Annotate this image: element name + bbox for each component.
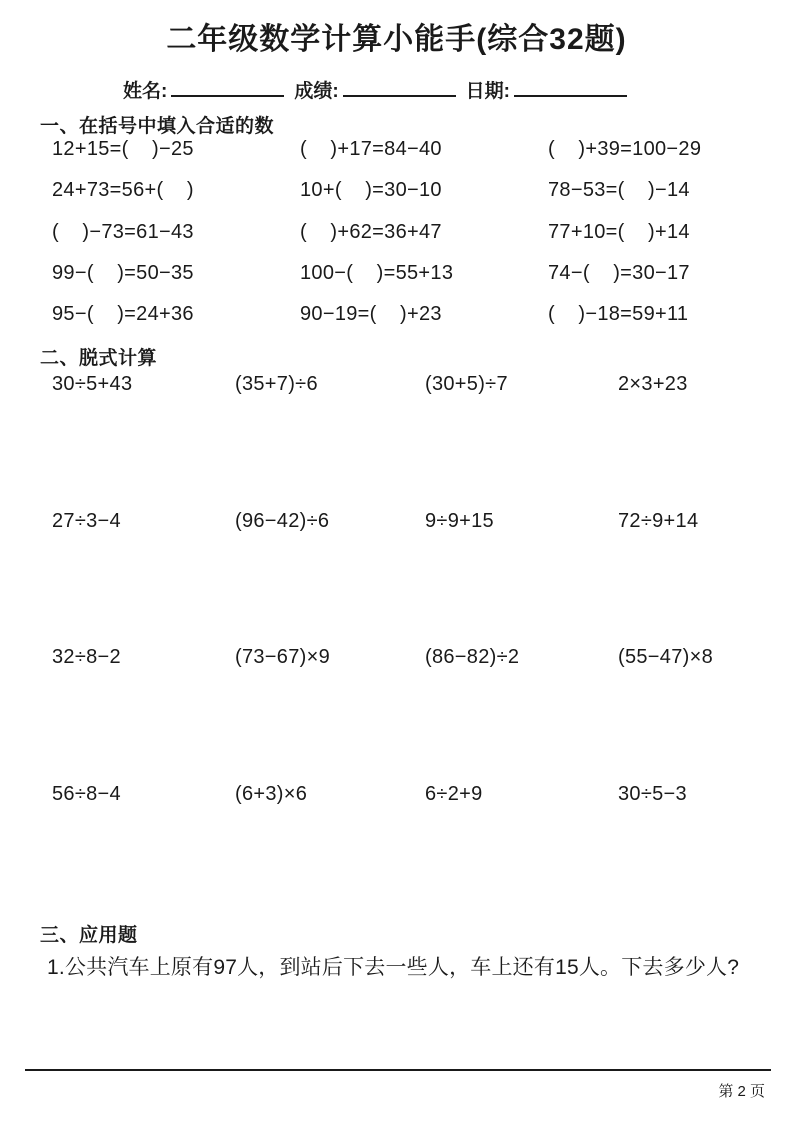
- name-label: 姓名:: [123, 81, 168, 102]
- date-blank: [514, 81, 627, 97]
- footer-divider: [25, 1069, 771, 1071]
- score-label: 成绩:: [294, 81, 339, 102]
- equation: (96−42)÷6: [235, 509, 330, 532]
- equation: (86−82)÷2: [425, 646, 520, 669]
- section-2-equations: [52, 373, 772, 920]
- header-fields: [123, 76, 637, 103]
- equation: 72÷9+14: [618, 509, 699, 532]
- equation: 56÷8−4: [52, 783, 121, 806]
- equation: 77+10=( )+14: [548, 220, 690, 243]
- equation: 100−( )=55+13: [300, 261, 454, 284]
- equation: 30÷5−3: [618, 783, 687, 806]
- equation: ( )+39=100−29: [548, 138, 702, 160]
- score-blank: [343, 81, 456, 97]
- section-1-equations: [52, 138, 772, 344]
- equation: (6+3)×6: [235, 783, 308, 806]
- equation: 30÷5+43: [52, 373, 133, 395]
- equation: (35+7)÷6: [235, 373, 318, 395]
- section-2-heading: 二、脱式计算: [40, 348, 158, 369]
- equation: 27÷3−4: [52, 509, 121, 532]
- page-title: 二年级数学计算小能手(综合32题): [166, 23, 627, 56]
- equation: 90−19=( )+23: [300, 303, 442, 326]
- page-number: 第 2 页: [718, 1083, 765, 1100]
- equation: (55−47)×8: [618, 646, 713, 669]
- date-label: 日期:: [465, 81, 510, 102]
- equation: 6÷2+9: [425, 783, 483, 806]
- equation: ( )+62=36+47: [300, 220, 442, 243]
- equation: 78−53=( )−14: [548, 179, 690, 202]
- section-1-heading: 一、在括号中填入合适的数: [40, 116, 275, 137]
- equation: ( )−73=61−43: [52, 220, 194, 243]
- equation: 24+73=56+( ): [52, 179, 194, 202]
- name-blank: [171, 81, 284, 97]
- equation: 10+( )=30−10: [300, 179, 442, 202]
- equation: 2×3+23: [618, 373, 688, 395]
- section-3-heading: 三、应用题: [40, 925, 138, 946]
- equation: 95−( )=24+36: [52, 303, 194, 326]
- equation: 99−( )=50−35: [52, 261, 194, 284]
- equation: (30+5)÷7: [425, 373, 508, 395]
- equation: (73−67)×9: [235, 646, 330, 669]
- equation: ( )−18=59+11: [548, 303, 689, 326]
- equation: ( )+17=84−40: [300, 138, 442, 160]
- equation: 74−( )=30−17: [548, 261, 690, 284]
- equation: 9÷9+15: [425, 509, 494, 532]
- equation: 32÷8−2: [52, 646, 121, 669]
- word-problem-1: 1.公共汽车上原有97人，到站后下去一些人，车上还有15人。下去多少人?: [47, 956, 740, 979]
- equation: 12+15=( )−25: [52, 138, 194, 160]
